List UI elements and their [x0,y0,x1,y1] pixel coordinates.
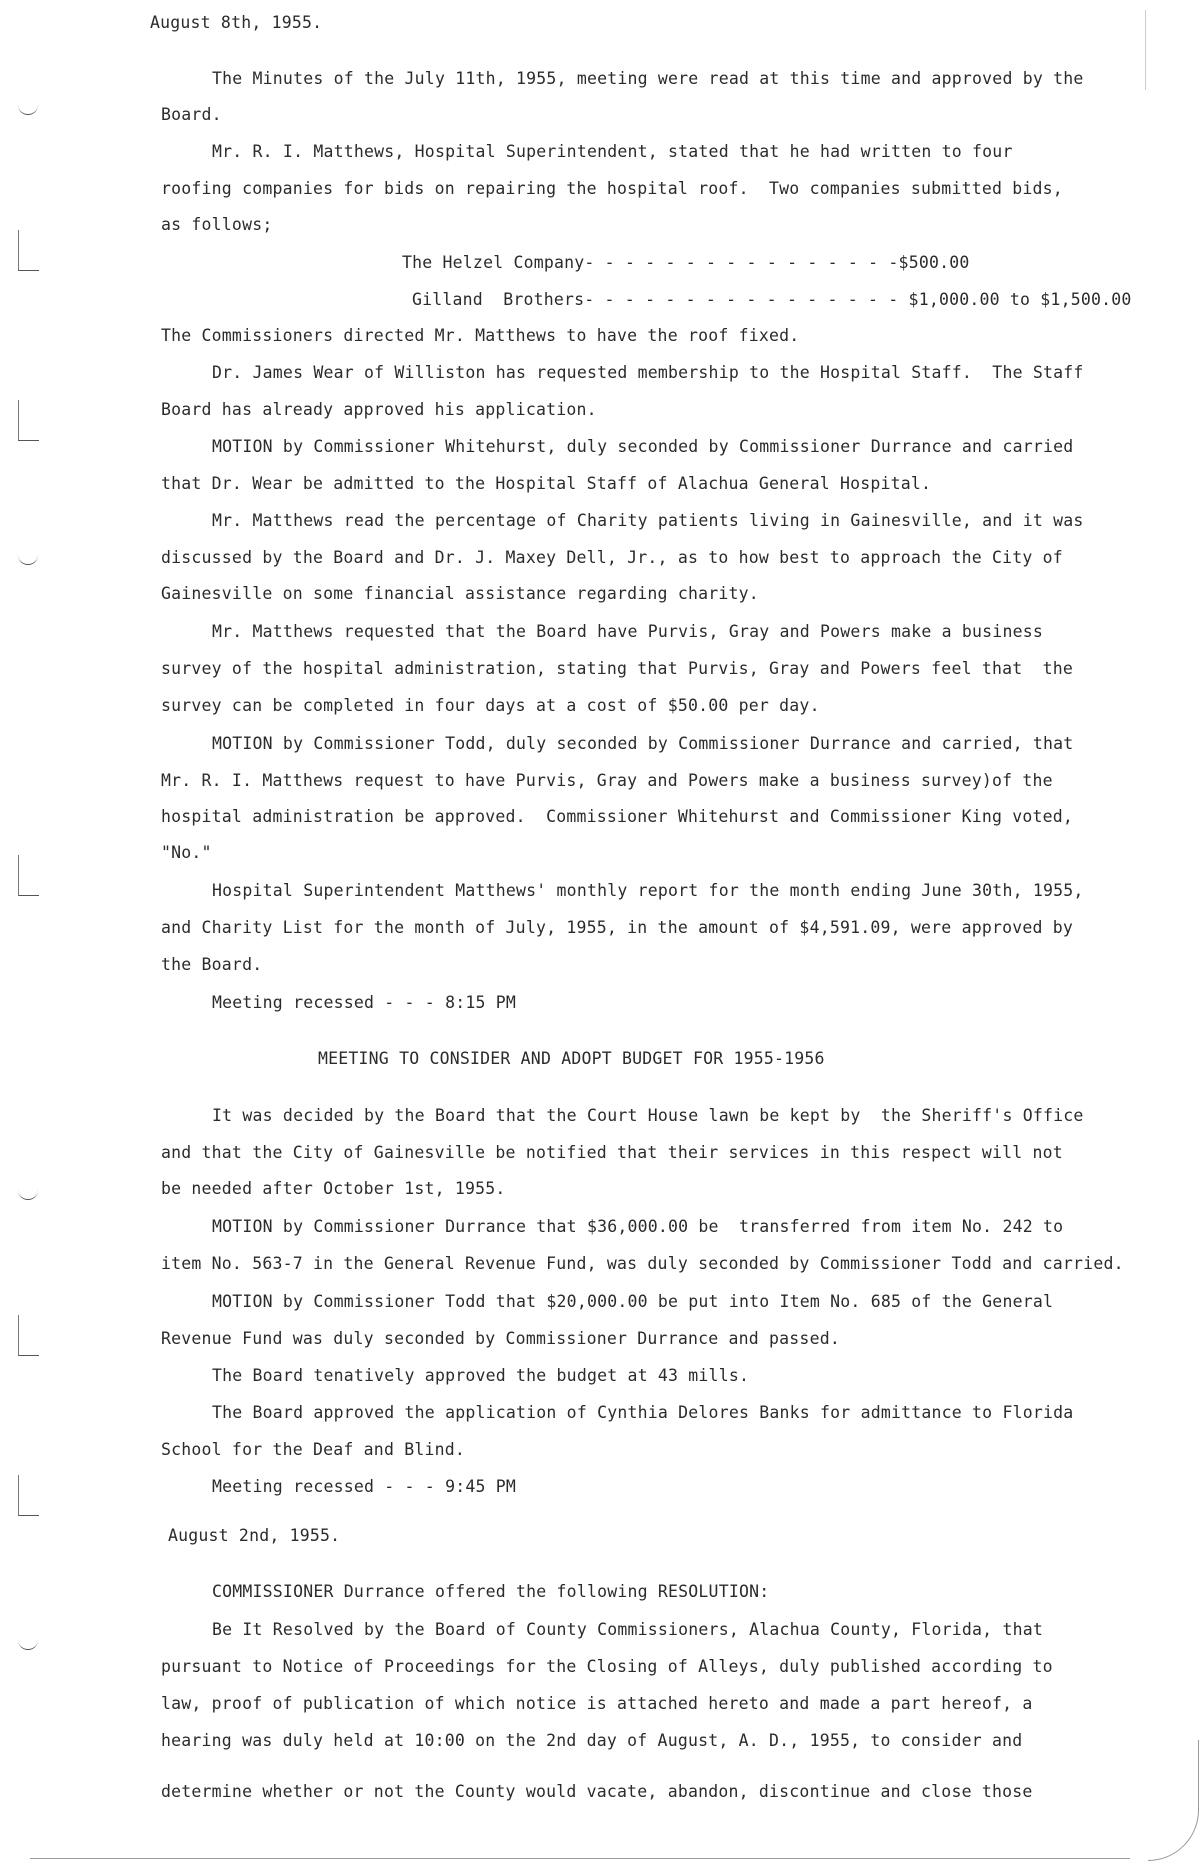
paragraph-line: determine whether or not the County would vacate, abandon, discontinue and close those [161,1782,1033,1801]
paragraph-line: MOTION by Commissioner Whitehurst, duly seconded by Commissioner Durrance and carried [212,437,1074,456]
binder-mark [18,1635,38,1650]
paragraph-line: be needed after October 1st, 1955. [161,1179,506,1198]
paragraph-line: Board. [161,105,222,124]
page-edge-bottom [30,1858,1130,1859]
paragraph-line: survey can be completed in four days at a cost of $50.00 per day. [161,696,820,715]
paragraph-line: The Board tenatively approved the budget at 43 mills. [212,1366,750,1385]
section-title: MEETING TO CONSIDER AND ADOPT BUDGET FOR 1955-1956 [318,1049,825,1068]
paragraph-line: COMMISSIONER Durrance offered the following RESOLUTION: [212,1582,770,1601]
binder-mark [18,230,39,271]
binder-mark [18,550,38,565]
paragraph-line: as follows; [161,215,273,234]
paragraph-line: School for the Deaf and Blind. [161,1440,466,1459]
paragraph-line: item No. 563-7 in the General Revenue Fund, was duly seconded by Commissioner Todd and carried. [161,1254,1124,1273]
recess-line: Meeting recessed - - - 8:15 PM [212,993,517,1012]
paragraph-line: that Dr. Wear be admitted to the Hospital Staff of Alachua General Hospital. [161,474,932,493]
section-date: August 2nd, 1955. [168,1526,341,1545]
document-date: August 8th, 1955. [150,13,323,32]
paragraph-line: Hospital Superintendent Matthews' monthly report for the month ending June 30th, 1955, [212,881,1084,900]
binder-mark [18,1185,38,1200]
paragraph-line: the Board. [161,955,263,974]
paragraph-line: Mr. Matthews requested that the Board have Purvis, Gray and Powers make a business [212,622,1043,641]
binder-mark [18,1315,39,1356]
paragraph-line: and Charity List for the month of July, 1955, in the amount of $4,591.09, were approved by [161,918,1074,937]
paragraph-line: hearing was duly held at 10:00 on the 2nd day of August, A. D., 1955, to consider and [161,1731,1023,1750]
paragraph-line: law, proof of publication of which notice is attached hereto and made a part hereof, a [161,1694,1033,1713]
paragraph-line: The Commissioners directed Mr. Matthews to have the roof fixed. [161,326,800,345]
paragraph-line: pursuant to Notice of Proceedings for the Closing of Alleys, duly published according to [161,1657,1053,1676]
paragraph-line: discussed by the Board and Dr. J. Maxey Dell, Jr., as to how best to approach the City of [161,548,1063,567]
binder-mark [18,400,39,441]
binder-mark [18,855,39,896]
paragraph-line: Be It Resolved by the Board of County Commissioners, Alachua County, Florida, that [212,1620,1043,1639]
paragraph-line: MOTION by Commissioner Todd, duly seconded by Commissioner Durrance and carried, that [212,734,1074,753]
recess-line: Meeting recessed - - - 9:45 PM [212,1477,517,1496]
paragraph-line: and that the City of Gainesville be notified that their services in this respect will not [161,1143,1063,1162]
paragraph-line: Mr. R. I. Matthews, Hospital Superintendent, stated that he had written to four [212,142,1013,161]
paragraph-line: It was decided by the Board that the Court House lawn be kept by the Sheriff's Office [212,1106,1084,1125]
paragraph-line: The Board approved the application of Cynthia Delores Banks for admittance to Florida [212,1403,1074,1422]
margin-rule [1145,10,1146,90]
bid-line: The Helzel Company- - - - - - - - - - - - - - - -$500.00 [402,253,970,272]
page-curl [1148,1740,1199,1861]
paragraph-line: hospital administration be approved. Commissioner Whitehurst and Commissioner King voted, [161,807,1074,826]
paragraph-line: survey of the hospital administration, stating that Purvis, Gray and Powers feel that the [161,659,1074,678]
bid-line: Gilland Brothers- - - - - - - - - - - - - - - - $1,000.00 to $1,500.00 [412,290,1132,309]
paragraph-line: Gainesville on some financial assistance regarding charity. [161,584,759,603]
paragraph-line: The Minutes of the July 11th, 1955, meeting were read at this time and approved by the [212,69,1084,88]
paragraph-line: Mr. R. I. Matthews request to have Purvis, Gray and Powers make a business survey)of the [161,771,1053,790]
paragraph-line: "No." [161,843,212,862]
paragraph-line: Mr. Matthews read the percentage of Charity patients living in Gainesville, and it was [212,511,1084,530]
paragraph-line: Dr. James Wear of Williston has requested membership to the Hospital Staff. The Staff [212,363,1084,382]
paragraph-line: roofing companies for bids on repairing the hospital roof. Two companies submitted bids, [161,179,1063,198]
paragraph-line: Revenue Fund was duly seconded by Commissioner Durrance and passed. [161,1329,840,1348]
paragraph-line: Board has already approved his application. [161,400,597,419]
binder-mark [18,100,38,115]
paragraph-line: MOTION by Commissioner Durrance that $36,000.00 be transferred from item No. 242 to [212,1217,1064,1236]
binder-mark [18,1475,39,1516]
paragraph-line: MOTION by Commissioner Todd that $20,000.00 be put into Item No. 685 of the General [212,1292,1054,1311]
